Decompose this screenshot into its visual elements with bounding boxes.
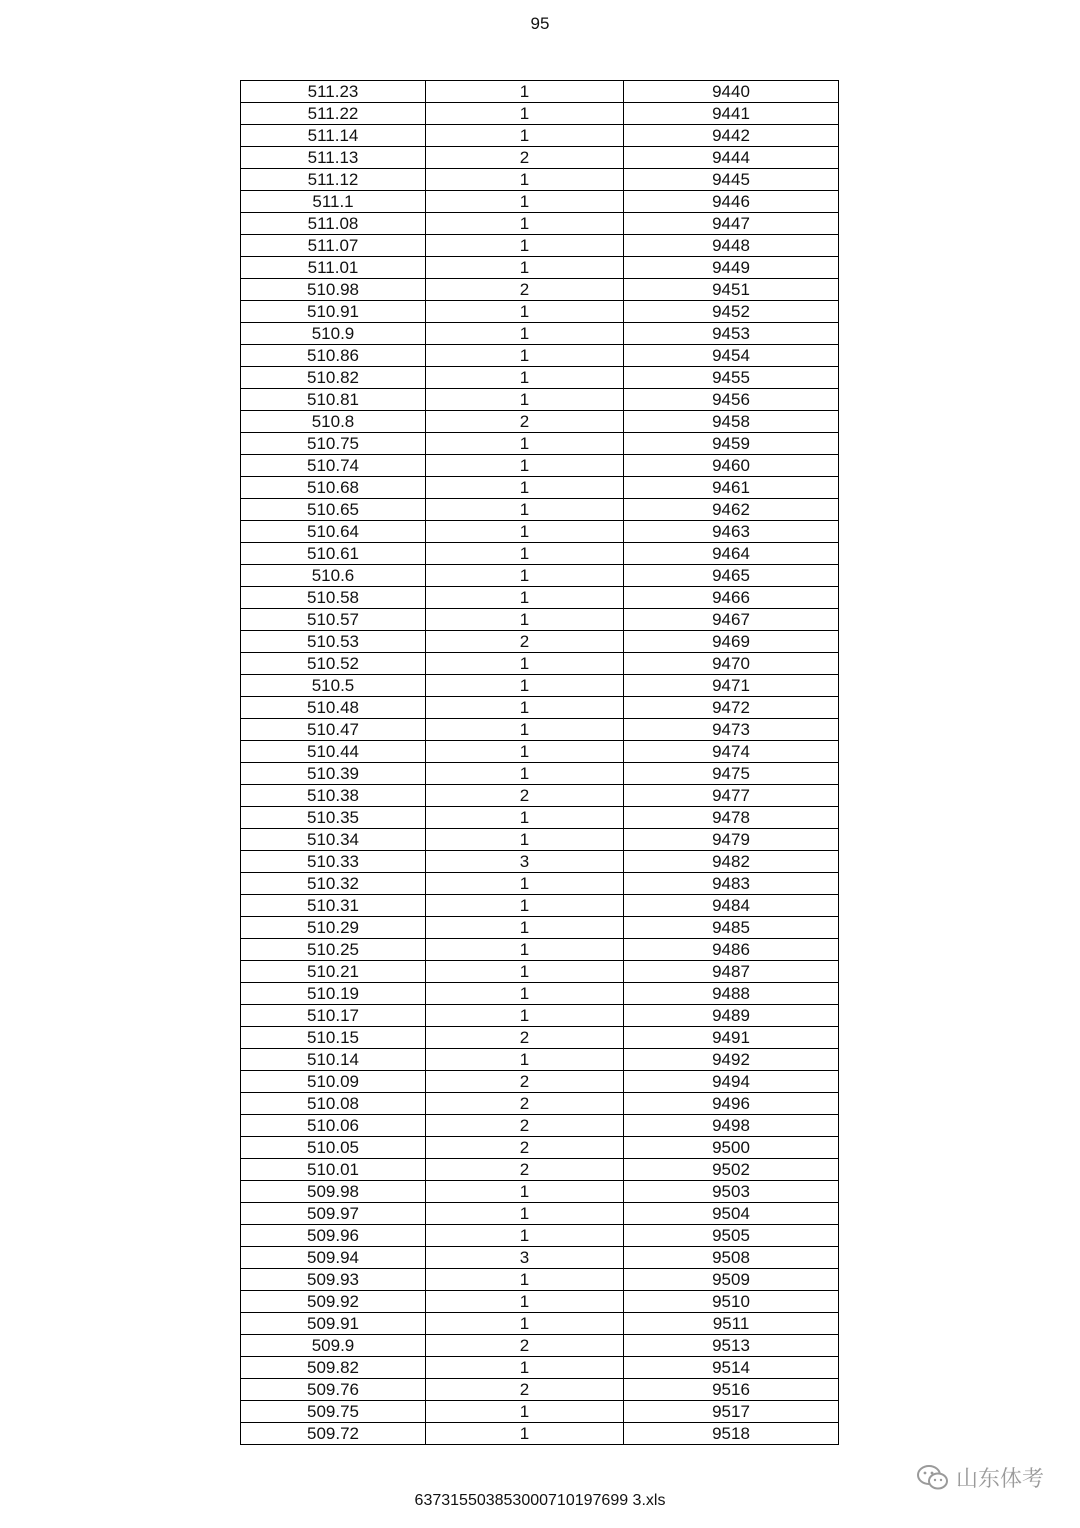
table-row bbox=[241, 1137, 839, 1159]
table-row bbox=[241, 521, 839, 543]
score-cell: 509.75 bbox=[241, 1401, 426, 1423]
rank-cell: 9442 bbox=[624, 125, 839, 147]
table-row bbox=[241, 345, 839, 367]
table-row bbox=[241, 1335, 839, 1357]
count-cell: 1 bbox=[426, 1203, 624, 1225]
score-cell: 510.5 bbox=[241, 675, 426, 697]
rank-cell: 9483 bbox=[624, 873, 839, 895]
table-row bbox=[241, 1115, 839, 1137]
rank-cell: 9517 bbox=[624, 1401, 839, 1423]
score-cell: 510.68 bbox=[241, 477, 426, 499]
count-cell: 1 bbox=[426, 1291, 624, 1313]
count-cell: 1 bbox=[426, 543, 624, 565]
rank-cell: 9473 bbox=[624, 719, 839, 741]
table-row bbox=[241, 1247, 839, 1269]
table-row bbox=[241, 1423, 839, 1445]
rank-cell: 9461 bbox=[624, 477, 839, 499]
score-cell: 510.9 bbox=[241, 323, 426, 345]
score-cell: 509.76 bbox=[241, 1379, 426, 1401]
table-row bbox=[241, 543, 839, 565]
score-cell: 510.53 bbox=[241, 631, 426, 653]
table-row bbox=[241, 1093, 839, 1115]
count-cell: 1 bbox=[426, 697, 624, 719]
table-row bbox=[241, 1071, 839, 1093]
count-cell: 2 bbox=[426, 631, 624, 653]
table-row bbox=[241, 1005, 839, 1027]
count-cell: 1 bbox=[426, 213, 624, 235]
rank-cell: 9472 bbox=[624, 697, 839, 719]
table-row bbox=[241, 169, 839, 191]
count-cell: 1 bbox=[426, 323, 624, 345]
score-cell: 510.31 bbox=[241, 895, 426, 917]
count-cell: 1 bbox=[426, 1357, 624, 1379]
score-cell: 510.32 bbox=[241, 873, 426, 895]
rank-cell: 9460 bbox=[624, 455, 839, 477]
count-cell: 1 bbox=[426, 125, 624, 147]
rank-cell: 9441 bbox=[624, 103, 839, 125]
rank-cell: 9466 bbox=[624, 587, 839, 609]
count-cell: 1 bbox=[426, 1313, 624, 1335]
table-row bbox=[241, 719, 839, 741]
table-row bbox=[241, 81, 839, 103]
footer-filename: 637315503853000710197699 3.xls bbox=[414, 1492, 666, 1509]
count-cell: 1 bbox=[426, 609, 624, 631]
count-cell: 1 bbox=[426, 565, 624, 587]
score-cell: 509.94 bbox=[241, 1247, 426, 1269]
count-cell: 1 bbox=[426, 521, 624, 543]
table-row bbox=[241, 829, 839, 851]
table-row bbox=[241, 1225, 839, 1247]
table-row bbox=[241, 895, 839, 917]
rank-cell: 9489 bbox=[624, 1005, 839, 1027]
count-cell: 1 bbox=[426, 257, 624, 279]
table-row bbox=[241, 1291, 839, 1313]
rank-cell: 9518 bbox=[624, 1423, 839, 1445]
rank-cell: 9478 bbox=[624, 807, 839, 829]
score-cell: 509.93 bbox=[241, 1269, 426, 1291]
rank-cell: 9504 bbox=[624, 1203, 839, 1225]
count-cell: 1 bbox=[426, 873, 624, 895]
score-cell: 509.97 bbox=[241, 1203, 426, 1225]
rank-cell: 9516 bbox=[624, 1379, 839, 1401]
table-row bbox=[241, 433, 839, 455]
rank-cell: 9479 bbox=[624, 829, 839, 851]
rank-cell: 9487 bbox=[624, 961, 839, 983]
table-row bbox=[241, 279, 839, 301]
table-row bbox=[241, 1181, 839, 1203]
score-cell: 510.38 bbox=[241, 785, 426, 807]
count-cell: 1 bbox=[426, 961, 624, 983]
count-cell: 1 bbox=[426, 719, 624, 741]
count-cell: 2 bbox=[426, 147, 624, 169]
table-row bbox=[241, 477, 839, 499]
count-cell: 1 bbox=[426, 741, 624, 763]
score-cell: 510.19 bbox=[241, 983, 426, 1005]
count-cell: 1 bbox=[426, 103, 624, 125]
count-cell: 1 bbox=[426, 1181, 624, 1203]
rank-cell: 9459 bbox=[624, 433, 839, 455]
score-cell: 510.29 bbox=[241, 917, 426, 939]
rank-cell: 9492 bbox=[624, 1049, 839, 1071]
rank-cell: 9486 bbox=[624, 939, 839, 961]
count-cell: 1 bbox=[426, 1423, 624, 1445]
table-row bbox=[241, 389, 839, 411]
score-cell: 510.15 bbox=[241, 1027, 426, 1049]
rank-cell: 9448 bbox=[624, 235, 839, 257]
score-cell: 510.91 bbox=[241, 301, 426, 323]
rank-cell: 9505 bbox=[624, 1225, 839, 1247]
table-row bbox=[241, 499, 839, 521]
rank-cell: 9464 bbox=[624, 543, 839, 565]
rank-cell: 9491 bbox=[624, 1027, 839, 1049]
rank-cell: 9465 bbox=[624, 565, 839, 587]
table-row bbox=[241, 1357, 839, 1379]
table-row bbox=[241, 411, 839, 433]
rank-cell: 9477 bbox=[624, 785, 839, 807]
count-cell: 1 bbox=[426, 191, 624, 213]
score-cell: 511.08 bbox=[241, 213, 426, 235]
table-row bbox=[241, 103, 839, 125]
score-cell: 511.13 bbox=[241, 147, 426, 169]
count-cell: 1 bbox=[426, 917, 624, 939]
count-cell: 2 bbox=[426, 1379, 624, 1401]
count-cell: 1 bbox=[426, 587, 624, 609]
rank-cell: 9513 bbox=[624, 1335, 839, 1357]
score-cell: 510.82 bbox=[241, 367, 426, 389]
score-cell: 509.98 bbox=[241, 1181, 426, 1203]
rank-cell: 9451 bbox=[624, 279, 839, 301]
score-cell: 510.98 bbox=[241, 279, 426, 301]
table-row bbox=[241, 125, 839, 147]
count-cell: 2 bbox=[426, 1335, 624, 1357]
table-row bbox=[241, 609, 839, 631]
rank-cell: 9445 bbox=[624, 169, 839, 191]
score-cell: 510.06 bbox=[241, 1115, 426, 1137]
count-cell: 1 bbox=[426, 477, 624, 499]
score-cell: 510.75 bbox=[241, 433, 426, 455]
count-cell: 1 bbox=[426, 1005, 624, 1027]
rank-cell: 9511 bbox=[624, 1313, 839, 1335]
score-cell: 510.21 bbox=[241, 961, 426, 983]
table-body bbox=[241, 81, 839, 1445]
score-cell: 510.8 bbox=[241, 411, 426, 433]
count-cell: 2 bbox=[426, 1115, 624, 1137]
table-row bbox=[241, 675, 839, 697]
count-cell: 2 bbox=[426, 411, 624, 433]
score-cell: 510.35 bbox=[241, 807, 426, 829]
score-cell: 510.09 bbox=[241, 1071, 426, 1093]
table-row bbox=[241, 1313, 839, 1335]
table-row bbox=[241, 807, 839, 829]
table-row bbox=[241, 1049, 839, 1071]
table-row bbox=[241, 1379, 839, 1401]
rank-cell: 9510 bbox=[624, 1291, 839, 1313]
count-cell: 1 bbox=[426, 829, 624, 851]
count-cell: 1 bbox=[426, 345, 624, 367]
table-row bbox=[241, 323, 839, 345]
count-cell: 1 bbox=[426, 367, 624, 389]
table-row bbox=[241, 939, 839, 961]
score-cell: 510.58 bbox=[241, 587, 426, 609]
table-row bbox=[241, 1027, 839, 1049]
table-row bbox=[241, 873, 839, 895]
count-cell: 3 bbox=[426, 1247, 624, 1269]
score-cell: 510.01 bbox=[241, 1159, 426, 1181]
table-row bbox=[241, 257, 839, 279]
rank-cell: 9444 bbox=[624, 147, 839, 169]
score-cell: 511.01 bbox=[241, 257, 426, 279]
rank-cell: 9502 bbox=[624, 1159, 839, 1181]
count-cell: 1 bbox=[426, 939, 624, 961]
table-row bbox=[241, 587, 839, 609]
count-cell: 1 bbox=[426, 653, 624, 675]
count-cell: 1 bbox=[426, 1225, 624, 1247]
rank-cell: 9482 bbox=[624, 851, 839, 873]
score-cell: 510.34 bbox=[241, 829, 426, 851]
count-cell: 2 bbox=[426, 1093, 624, 1115]
count-cell: 1 bbox=[426, 983, 624, 1005]
rank-cell: 9440 bbox=[624, 81, 839, 103]
rank-cell: 9471 bbox=[624, 675, 839, 697]
score-cell: 509.72 bbox=[241, 1423, 426, 1445]
score-cell: 509.91 bbox=[241, 1313, 426, 1335]
count-cell: 2 bbox=[426, 1137, 624, 1159]
rank-cell: 9454 bbox=[624, 345, 839, 367]
rank-cell: 9463 bbox=[624, 521, 839, 543]
score-cell: 510.33 bbox=[241, 851, 426, 873]
rank-cell: 9509 bbox=[624, 1269, 839, 1291]
rank-cell: 9508 bbox=[624, 1247, 839, 1269]
table-row bbox=[241, 1203, 839, 1225]
count-cell: 2 bbox=[426, 785, 624, 807]
score-cell: 511.07 bbox=[241, 235, 426, 257]
table-row bbox=[241, 367, 839, 389]
table-row bbox=[241, 1401, 839, 1423]
count-cell: 1 bbox=[426, 433, 624, 455]
score-cell: 509.92 bbox=[241, 1291, 426, 1313]
table-row bbox=[241, 763, 839, 785]
table-row bbox=[241, 1159, 839, 1181]
score-cell: 511.12 bbox=[241, 169, 426, 191]
table-row bbox=[241, 961, 839, 983]
rank-cell: 9446 bbox=[624, 191, 839, 213]
count-cell: 2 bbox=[426, 1027, 624, 1049]
score-cell: 510.05 bbox=[241, 1137, 426, 1159]
count-cell: 1 bbox=[426, 675, 624, 697]
score-cell: 510.81 bbox=[241, 389, 426, 411]
count-cell: 1 bbox=[426, 1049, 624, 1071]
score-cell: 509.82 bbox=[241, 1357, 426, 1379]
rank-cell: 9484 bbox=[624, 895, 839, 917]
rank-cell: 9447 bbox=[624, 213, 839, 235]
table-row bbox=[241, 653, 839, 675]
score-cell: 510.86 bbox=[241, 345, 426, 367]
table-row bbox=[241, 191, 839, 213]
rank-cell: 9500 bbox=[624, 1137, 839, 1159]
table-row bbox=[241, 917, 839, 939]
watermark bbox=[916, 1462, 1044, 1493]
score-cell: 510.08 bbox=[241, 1093, 426, 1115]
watermark-text: 山东体考 bbox=[955, 1467, 1044, 1492]
score-cell: 510.6 bbox=[241, 565, 426, 587]
count-cell: 1 bbox=[426, 455, 624, 477]
count-cell: 1 bbox=[426, 235, 624, 257]
rank-cell: 9494 bbox=[624, 1071, 839, 1093]
table-row bbox=[241, 1269, 839, 1291]
rank-cell: 9455 bbox=[624, 367, 839, 389]
rank-cell: 9467 bbox=[624, 609, 839, 631]
rank-cell: 9458 bbox=[624, 411, 839, 433]
count-cell: 2 bbox=[426, 1071, 624, 1093]
rank-cell: 9475 bbox=[624, 763, 839, 785]
count-cell: 1 bbox=[426, 807, 624, 829]
table-row bbox=[241, 741, 839, 763]
rank-cell: 9485 bbox=[624, 917, 839, 939]
count-cell: 1 bbox=[426, 81, 624, 103]
rank-cell: 9469 bbox=[624, 631, 839, 653]
rank-cell: 9452 bbox=[624, 301, 839, 323]
score-cell: 510.61 bbox=[241, 543, 426, 565]
score-cell: 510.17 bbox=[241, 1005, 426, 1027]
page-number: 95 bbox=[530, 14, 550, 33]
table-row bbox=[241, 455, 839, 477]
table-row bbox=[241, 301, 839, 323]
count-cell: 1 bbox=[426, 763, 624, 785]
wechat-icon bbox=[916, 1464, 950, 1492]
count-cell: 1 bbox=[426, 895, 624, 917]
count-cell: 1 bbox=[426, 389, 624, 411]
rank-cell: 9474 bbox=[624, 741, 839, 763]
score-cell: 510.74 bbox=[241, 455, 426, 477]
count-cell: 2 bbox=[426, 279, 624, 301]
rank-cell: 9456 bbox=[624, 389, 839, 411]
score-cell: 509.96 bbox=[241, 1225, 426, 1247]
rank-cell: 9462 bbox=[624, 499, 839, 521]
table-row bbox=[241, 785, 839, 807]
count-cell: 1 bbox=[426, 301, 624, 323]
score-cell: 510.47 bbox=[241, 719, 426, 741]
table-row bbox=[241, 213, 839, 235]
count-cell: 3 bbox=[426, 851, 624, 873]
rank-cell: 9453 bbox=[624, 323, 839, 345]
score-cell: 510.52 bbox=[241, 653, 426, 675]
count-cell: 1 bbox=[426, 1269, 624, 1291]
count-cell: 1 bbox=[426, 1401, 624, 1423]
score-cell: 510.64 bbox=[241, 521, 426, 543]
score-cell: 510.25 bbox=[241, 939, 426, 961]
score-cell: 510.44 bbox=[241, 741, 426, 763]
table-row bbox=[241, 235, 839, 257]
rank-cell: 9503 bbox=[624, 1181, 839, 1203]
rank-cell: 9488 bbox=[624, 983, 839, 1005]
score-cell: 510.39 bbox=[241, 763, 426, 785]
score-cell: 510.14 bbox=[241, 1049, 426, 1071]
table-row bbox=[241, 565, 839, 587]
count-cell: 1 bbox=[426, 499, 624, 521]
rank-cell: 9470 bbox=[624, 653, 839, 675]
count-cell: 2 bbox=[426, 1159, 624, 1181]
score-cell: 510.57 bbox=[241, 609, 426, 631]
score-cell: 511.22 bbox=[241, 103, 426, 125]
table-row bbox=[241, 851, 839, 873]
table-row bbox=[241, 983, 839, 1005]
score-cell: 511.23 bbox=[241, 81, 426, 103]
count-cell: 1 bbox=[426, 169, 624, 191]
score-table bbox=[240, 80, 839, 1445]
score-cell: 511.1 bbox=[241, 191, 426, 213]
rank-cell: 9496 bbox=[624, 1093, 839, 1115]
table-row bbox=[241, 631, 839, 653]
rank-cell: 9514 bbox=[624, 1357, 839, 1379]
rank-cell: 9449 bbox=[624, 257, 839, 279]
score-cell: 511.14 bbox=[241, 125, 426, 147]
table-row bbox=[241, 697, 839, 719]
score-cell: 510.48 bbox=[241, 697, 426, 719]
table-row bbox=[241, 147, 839, 169]
rank-cell: 9498 bbox=[624, 1115, 839, 1137]
score-cell: 510.65 bbox=[241, 499, 426, 521]
score-cell: 509.9 bbox=[241, 1335, 426, 1357]
